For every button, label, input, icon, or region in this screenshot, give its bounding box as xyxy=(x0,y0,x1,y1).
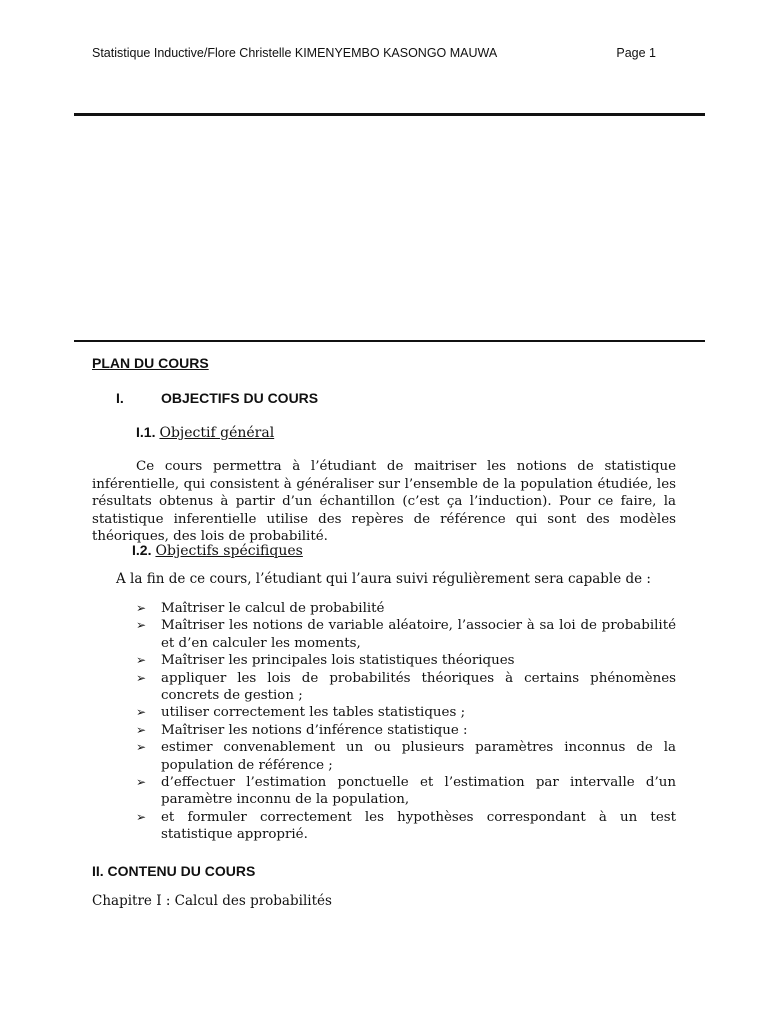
subsection2-title: Objectifs spécifiques xyxy=(155,543,303,559)
list-item: ➢ Maîtriser les notions d’inférence statistique : xyxy=(136,722,468,738)
list-item: ➢ et formuler correctement les hypothèses correspondant à un test statistique approprié. xyxy=(136,809,676,843)
list-item: ➢ d’effectuer l’estimation ponctuelle et l’estimation par intervalle d’un paramètre inconnu de la population, xyxy=(136,775,676,808)
list-item: ➢ Maîtriser les notions de variable aléatoire, l’associer à sa loi de probabilité et d’en calculer les moments, xyxy=(136,618,676,651)
arrow-bullet-icon: ➢ xyxy=(136,722,147,737)
list-item: ➢ Maîtriser les principales lois statistiques théoriques xyxy=(136,653,515,669)
objectives-list xyxy=(136,600,676,844)
list-item: ➢ utiliser correctement les tables statistiques ; xyxy=(136,705,466,721)
subsection-specific-objectives xyxy=(132,541,303,560)
arrow-bullet-icon: ➢ xyxy=(136,670,147,685)
general-objective-paragraph: Ce cours permettra à l’étudiant de maitriser les notions de statistique inférentielle, qui consistent à généraliser sur l’ensemble de la population étudiée, les résultats obtenus à partir d’un échantillon (c’est ça l’induction). Pour ce faire, la statistique inferentielle utilise des repères de référence qui sont des modèles théoriques, des lois de probabilité. xyxy=(92,459,676,544)
header-page-number: Page 1 xyxy=(616,46,656,60)
header-author-title: Statistique Inductive/Flore Christelle KIMENYEMBO KASONGO MAUWA xyxy=(92,46,498,60)
arrow-bullet-icon: ➢ xyxy=(136,601,147,615)
objectives-intro: A la fin de ce cours, l’étudiant qui l’aura suivi régulièrement sera capable de : xyxy=(116,571,651,587)
arrow-bullet-icon: ➢ xyxy=(136,653,147,668)
subsection1-title: Objectif général xyxy=(159,425,275,441)
section1-number: I. xyxy=(116,390,124,406)
arrow-bullet-icon: ➢ xyxy=(136,740,147,755)
list-item: ➢ appliquer les lois de probabilités théoriques à certains phénomènes concrets de gestion ; xyxy=(136,670,676,704)
arrow-bullet-icon: ➢ xyxy=(136,705,147,720)
plan-title: PLAN DU COURS xyxy=(92,355,209,371)
subsection1-number: I.1. xyxy=(136,424,156,440)
arrow-bullet-icon: ➢ xyxy=(136,775,147,790)
section2-title: II. CONTENU DU COURS xyxy=(92,863,256,879)
section1-title: OBJECTIFS DU COURS xyxy=(161,390,319,406)
chapter1-title: Chapitre I : Calcul des probabilités xyxy=(92,893,332,909)
top-divider xyxy=(74,113,705,116)
list-item: ➢ Maîtriser le calcul de probabilité xyxy=(136,601,385,616)
list-item: ➢ estimer convenablement un ou plusieurs paramètres inconnus de la population de référence ; xyxy=(136,740,676,773)
arrow-bullet-icon: ➢ xyxy=(136,618,147,633)
subsection2-number: I.2. xyxy=(132,542,152,558)
arrow-bullet-icon: ➢ xyxy=(136,809,147,824)
subsection-general-objective xyxy=(136,423,274,442)
page-header xyxy=(92,44,658,62)
section-divider xyxy=(74,340,705,342)
